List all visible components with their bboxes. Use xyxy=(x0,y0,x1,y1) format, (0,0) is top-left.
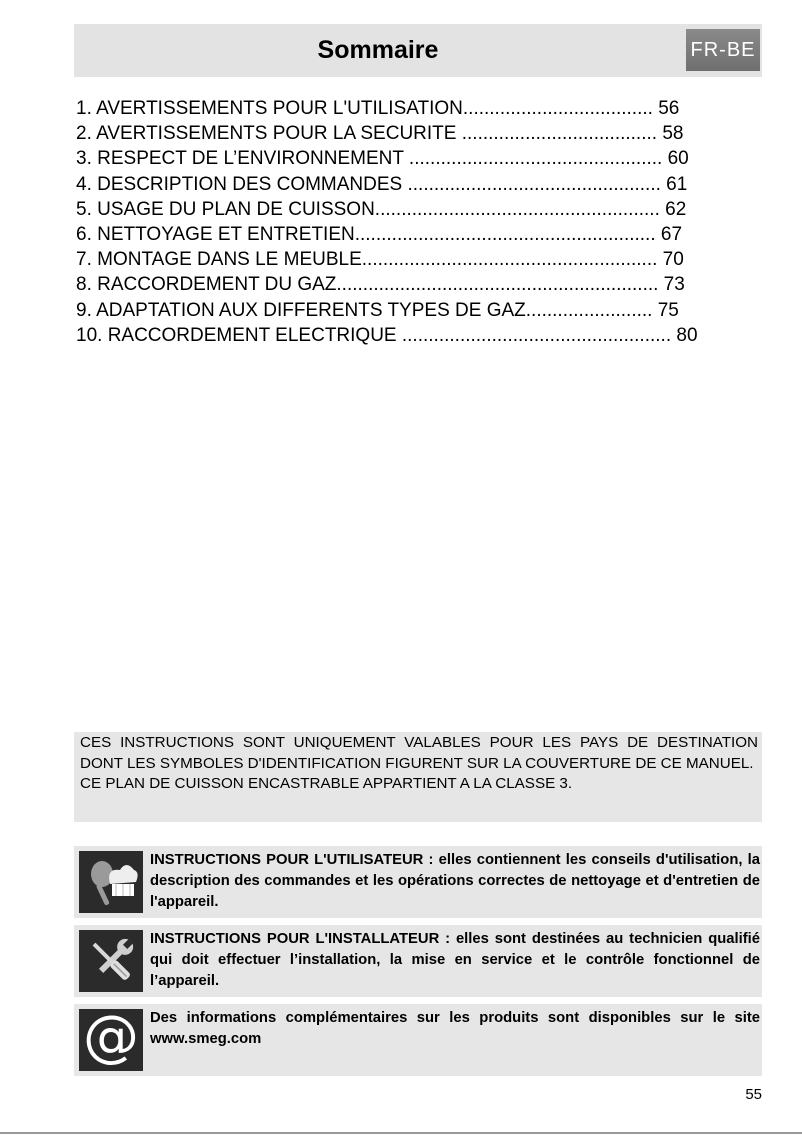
website-info-box xyxy=(74,1004,762,1076)
at-sign-icon xyxy=(79,1004,143,1071)
table-of-contents xyxy=(76,96,766,348)
installer-instructions-text: INSTRUCTIONS POUR L'INSTALLATEUR : elles sont destinées au technicien qualifié qui doit effectuer l’installation, la mise en service et le contrôle fonctionnel de l’appareil. xyxy=(150,931,760,989)
toc-entry[interactable]: 2. AVERTISSEMENTS POUR LA SECURITE ..................................... 58 xyxy=(76,123,684,145)
chef-hat-spoon-icon xyxy=(79,851,143,913)
toc-entry[interactable]: 8. RACCORDEMENT DU GAZ............................................................. 73 xyxy=(76,274,685,296)
website-info-text[interactable]: Des informations complémentaires sur les produits sont disponibles sur le site www.smeg.com xyxy=(150,1010,760,1047)
toc-entry[interactable]: 7. MONTAGE DANS LE MEUBLE........................................................ 70 xyxy=(76,249,684,271)
user-instructions-text: INSTRUCTIONS POUR L'UTILISATEUR : elles contiennent les conseils d'utilisation, la description des commandes et les opérations correctes de nettoyage et d'entretien de l'appareil. xyxy=(150,852,760,910)
notice-countries: CES INSTRUCTIONS SONT UNIQUEMENT VALABLES POUR LES PAYS DE DESTINATION DONT LES SYMBOLES D'IDENTIFICATION FIGURENT SUR LA COUVERTURE DE CE MANUEL. xyxy=(80,734,758,772)
installer-instructions-box xyxy=(74,925,762,997)
page-title: Sommaire xyxy=(317,36,439,64)
toc-entry[interactable]: 9. ADAPTATION AUX DIFFERENTS TYPES DE GAZ........................ 75 xyxy=(76,299,679,321)
toc-entry[interactable]: 5. USAGE DU PLAN DE CUISSON...................................................... 62 xyxy=(76,198,687,220)
user-instructions-box xyxy=(74,846,762,918)
wrench-screwdriver-icon xyxy=(79,930,143,992)
header-bar xyxy=(74,24,762,77)
toc-entry[interactable]: 4. DESCRIPTION DES COMMANDES ................................................ 61 xyxy=(76,173,688,195)
toc-entry[interactable]: 1. AVERTISSEMENTS POUR L'UTILISATION.................................... 56 xyxy=(76,98,680,119)
page-number: 55 xyxy=(745,1086,762,1103)
validity-notice xyxy=(74,732,762,822)
toc-entry[interactable]: 3. RESPECT DE L’ENVIRONNEMENT ................................................ 60 xyxy=(76,148,689,170)
toc-entry[interactable]: 10. RACCORDEMENT ELECTRIQUE ................................................... 80 xyxy=(76,324,698,346)
at-sign-glyph: @ xyxy=(83,1004,139,1069)
notice-class: CE PLAN DE CUISSON ENCASTRABLE APPARTIENT A LA CLASSE 3. xyxy=(80,775,573,792)
bottom-rule xyxy=(0,1132,802,1134)
language-badge: FR-BE xyxy=(686,29,760,71)
toc-entry[interactable]: 6. NETTOYAGE ET ENTRETIEN......................................................... 67 xyxy=(76,224,683,246)
